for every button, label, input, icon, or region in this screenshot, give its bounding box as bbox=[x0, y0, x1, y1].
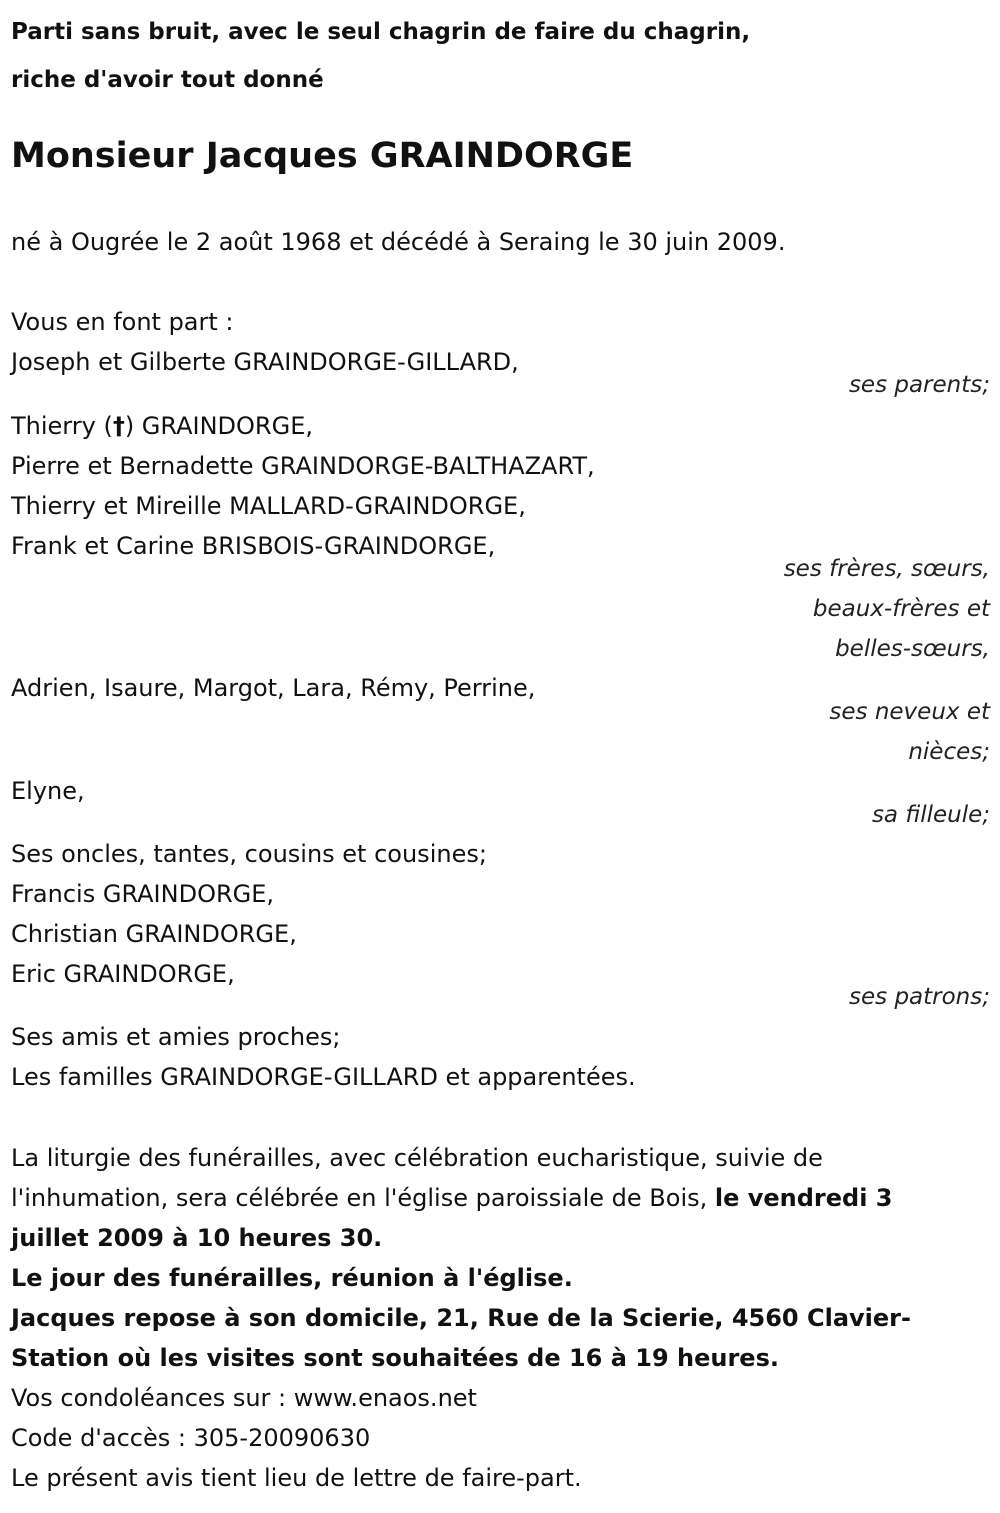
sibling-first-prefix: Thierry ( bbox=[11, 412, 113, 440]
siblings-role-line: ses frères, sœurs, bbox=[783, 556, 990, 582]
friends-block bbox=[11, 1017, 990, 1097]
friends-line: Ses amis et amies proches; bbox=[11, 1023, 341, 1051]
parents-block bbox=[11, 302, 990, 405]
siblings-role-line: beaux-frères et bbox=[812, 596, 990, 622]
boss-name: Christian GRAINDORGE, bbox=[11, 920, 297, 948]
notice-line: Le présent avis tient lieu de lettre de faire-part. bbox=[11, 1464, 582, 1492]
siblings-role-line: belles-sœurs, bbox=[835, 636, 990, 662]
funeral-date: le vendredi 3 juillet 2009 à 10 heures 30. bbox=[11, 1184, 893, 1252]
birth-death-line: né à Ougrée le 2 août 1968 et décédé à Seraing le 30 juin 2009. bbox=[11, 228, 786, 256]
boss-name: Eric GRAINDORGE, bbox=[11, 960, 235, 988]
epigraph-line-1: Parti sans bruit, avec le seul chagrin de faire du chagrin, bbox=[11, 19, 751, 45]
sibling-name bbox=[11, 406, 990, 446]
nephews-role-line: ses neveux et bbox=[829, 699, 990, 725]
sibling-name: Thierry et Mireille MALLARD-GRAINDORGE, bbox=[11, 492, 526, 520]
liturgy-paragraph bbox=[11, 1138, 971, 1258]
nephews-names: Adrien, Isaure, Margot, Lara, Rémy, Perrine, bbox=[11, 674, 536, 702]
deceased-name-title: Monsieur Jacques GRAINDORGE bbox=[11, 136, 634, 176]
sibling-name: Frank et Carine BRISBOIS-GRAINDORGE, bbox=[11, 532, 496, 560]
sibling-name: Pierre et Bernadette GRAINDORGE-BALTHAZART, bbox=[11, 452, 595, 480]
cross-icon: † bbox=[112, 412, 125, 440]
epigraph-line-2: riche d'avoir tout donné bbox=[11, 67, 324, 93]
liturgy-text: La liturgie des funérailles, avec célébration eucharistique, suivie de l'inhumation, sera célébrée en l'église paroissiale de Bois, bbox=[11, 1144, 823, 1212]
service-details bbox=[11, 1138, 971, 1498]
announce-text: Vous en font part : bbox=[11, 308, 234, 336]
nephews-block bbox=[11, 668, 990, 772]
goddaughter-name: Elyne, bbox=[11, 777, 85, 805]
families-line: Les familles GRAINDORGE-GILLARD et apparentées. bbox=[11, 1063, 636, 1091]
nephews-role-line: nièces; bbox=[908, 739, 990, 765]
relatives-block bbox=[11, 834, 990, 1017]
goddaughter-role: sa filleule; bbox=[871, 802, 990, 828]
access-code-line: Code d'accès : 305-20090630 bbox=[11, 1424, 371, 1452]
sibling-first-suffix: ) GRAINDORGE, bbox=[124, 412, 313, 440]
epigraph bbox=[11, 8, 971, 104]
siblings-block bbox=[11, 406, 990, 669]
condolences-line: Vos condoléances sur : www.enaos.net bbox=[11, 1384, 477, 1412]
relatives-line: Ses oncles, tantes, cousins et cousines; bbox=[11, 840, 487, 868]
meeting-line: Le jour des funérailles, réunion à l'église. bbox=[11, 1264, 573, 1292]
parents-role: ses parents; bbox=[848, 372, 990, 398]
parents-name: Joseph et Gilberte GRAINDORGE-GILLARD, bbox=[11, 348, 519, 376]
rest-location: Jacques repose à son domicile, 21, Rue de la Scierie, 4560 Clavier-Station où les visites sont souhaitées de 16 à 19 heures. bbox=[11, 1304, 911, 1372]
bosses-role: ses patrons; bbox=[849, 984, 990, 1010]
boss-name: Francis GRAINDORGE, bbox=[11, 880, 275, 908]
goddaughter-block bbox=[11, 771, 990, 835]
